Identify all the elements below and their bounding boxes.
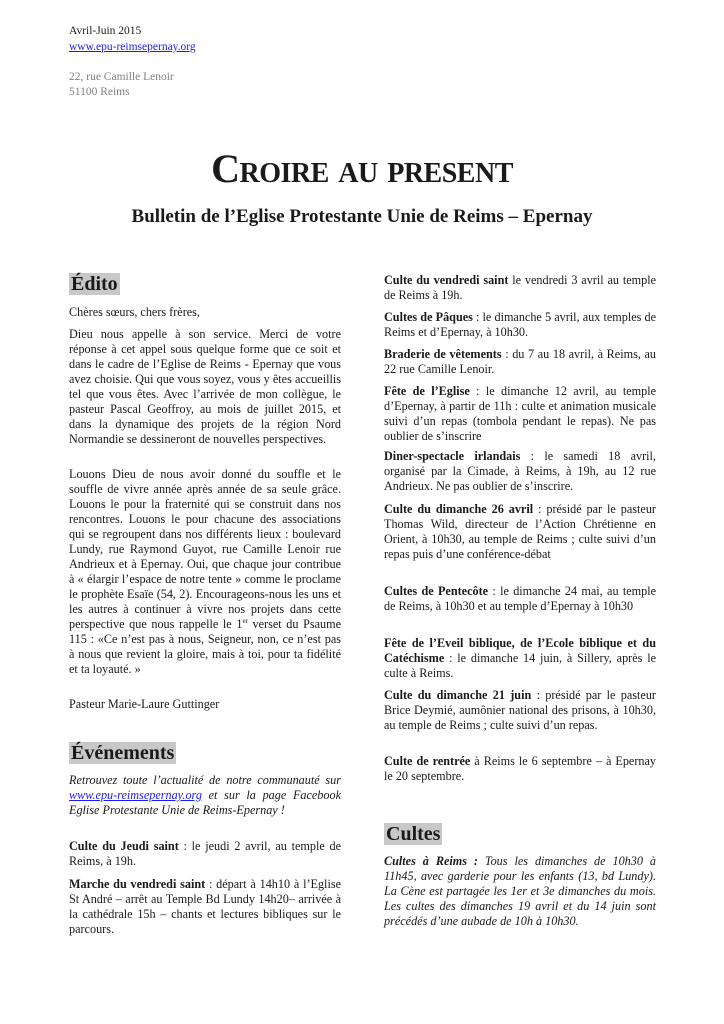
event-text: : le dimanche 14 juin, à Sillery, après le culte à Reims.: [384, 651, 656, 680]
event-item: [384, 502, 656, 562]
event-text: le vendredi 3 avril au temple de Reims à 19h.: [384, 273, 656, 302]
edito-paragraph-1: Dieu nous appelle à son service. Merci de votre réponse à cet appel sous quelque forme que ce soit et dans le cadre de l’Eglise de Reims - Epernay que vous avez choisie. Qui que vous soyez, vous y êtes accueillis tel que vous êtes. Avec l’arrivée de mon collègue, le pasteur Pascal Geoffroy, au mois de juillet 2015, et dans la dynamique des projets de la région Nord Normandie se dessineront de nouvelles perspectives.: [69, 327, 341, 446]
edito-signature: Pasteur Marie-Laure Guttinger: [69, 697, 220, 711]
event-item: [384, 636, 656, 681]
edito-paragraph-2: [69, 467, 341, 677]
edito-heading: Édito: [71, 273, 118, 295]
event-title: Cultes de Pentecôte: [384, 584, 489, 598]
event-title: Diner-spectacle irlandais: [384, 449, 521, 463]
event-text: : le dimanche 24 mai, au temple de Reims, à 10h30 et au temple d’Epernay à 10h30: [384, 584, 657, 613]
page-title: Croire au present: [211, 146, 513, 191]
event-title: Marche du vendredi saint: [69, 877, 206, 891]
event-item: [384, 754, 656, 784]
event-title: Braderie de vêtements: [384, 347, 502, 361]
events-intro-text: Retrouvez toute l’actualité de notre communauté sur: [69, 773, 341, 787]
event-text: : du 7 au 18 avril, à Reims, au 22 rue Camille Lenoir.: [384, 347, 656, 376]
events-intro: [69, 773, 341, 818]
event-item: [384, 449, 656, 494]
event-item: [384, 310, 656, 340]
issue-period: Avril-Juin 2015: [69, 25, 142, 37]
cultes-reims: [384, 854, 656, 929]
event-item: [384, 273, 656, 303]
event-title: Fête de l’Eglise: [384, 384, 470, 398]
event-title: Culte du Jeudi saint: [69, 839, 179, 853]
event-item: [69, 877, 341, 937]
event-item: [384, 347, 656, 377]
event-title: Culte de rentrée: [384, 754, 471, 768]
page-subtitle: Bulletin de l’Eglise Protestante Unie de Reims – Epernay: [131, 206, 593, 227]
events-intro-text: et sur la page Facebook Eglise Protestante Unie de Reims-Epernay !: [69, 788, 341, 817]
superscript: er: [242, 616, 248, 625]
event-title: Fête de l’Eveil biblique, de l’Ecole biblique et du Catéchisme: [384, 636, 656, 665]
events-heading: Événements: [71, 742, 175, 764]
event-text: : le dimanche 5 avril, aux temples de Reims et d’Epernay, à 10h30.: [384, 310, 656, 339]
address-line-1: 22, rue Camille Lenoir: [69, 71, 174, 83]
cultes-text: Tous les dimanches de 10h30 à 11h45, avec garderie pour les enfants (13, bd Lundy). La Cène est partagée les 1er et 3e dimanches du mois. Les cultes des dimanches 19 avril et du 14 juin sont précédés d’une aubade de 10h à 10h30.: [384, 854, 656, 928]
event-title: Cultes de Pâques: [384, 310, 473, 324]
website-link[interactable]: www.epu-reimsepernay.org: [69, 41, 196, 53]
event-title: Culte du dimanche 26 avril: [384, 502, 534, 516]
cultes-heading: Cultes: [386, 823, 441, 845]
event-item: [384, 584, 656, 614]
event-item: [384, 688, 656, 733]
event-title: Culte du vendredi saint: [384, 273, 509, 287]
event-text: : le jeudi 2 avril, au temple de Reims, à 19h.: [69, 839, 341, 868]
event-text: : départ à 14h10 à l’Eglise St André – arrêt au Temple Bd Lundy 14h20– arrivée à la cathédrale 15h – chants et lectures bibliques sur le parcours.: [69, 877, 341, 936]
event-item: [69, 839, 341, 869]
event-text: : le dimanche 12 avril, au temple d’Epernay, à partir de 11h : culte et animation musicale suivi d’un repas (tombola pendant le repas). Ne pas oublier de s’inscrire: [384, 384, 656, 443]
address-line-2: 51100 Reims: [69, 86, 130, 98]
event-text: : présidé par le pasteur Brice Deymié, aumônier national des prisons, à 10h30, au temple de Reims ; culte suivi d’un repas.: [384, 688, 656, 732]
event-title: Culte du dimanche 21 juin: [384, 688, 532, 702]
events-website-link[interactable]: www.epu-reimsepernay.org: [69, 788, 202, 802]
edito-greeting: Chères sœurs, chers frères,: [69, 305, 200, 319]
cultes-label: Cultes à Reims :: [384, 854, 478, 868]
edito-text: Louons Dieu de nous avoir donné du souffle et le souffle de vivre année après année de sa seule grâce. Louons le pour la fraternité qui se construit dans nos rencontres. Louons le pour chacune des associations qui se regroupent dans nos différents lieux : boulevard Lundy, rue Raymond Guyot, rue Camille Lenoir rue Andrieux et à Epernay. Oui, que chaque jour contribue à « élargir l’espace de notre tente » comme le proclame le prophète Esaïe (54, 2). Encourageons-nous les uns et les autres à continuer à vivre nos projets dans cette perspective que nous rappelle le 1: [69, 467, 341, 631]
edito-text: verset du Psaume 115 : «Ce n’est pas à nous, Seigneur, non, ce n’est pas à nous que revient la gloire, mais à toi, pour ta fidélité et ta loyauté. »: [69, 617, 342, 676]
event-text: : le samedi 18 avril, organisé par la Cimade, à Reims, à 19h, au 12 rue Andrieux. Ne pas oublier de s’inscrire.: [384, 449, 656, 493]
event-item: [384, 384, 656, 444]
event-text: à Reims le 6 septembre – à Epernay le 20 septembre.: [384, 754, 656, 783]
event-text: : présidé par le pasteur Thomas Wild, directeur de l’Action Chrétienne en Orient, à 10h30, au temple de Reims ; culte suivi d’un repas puis d’une conférence-débat: [384, 502, 656, 561]
